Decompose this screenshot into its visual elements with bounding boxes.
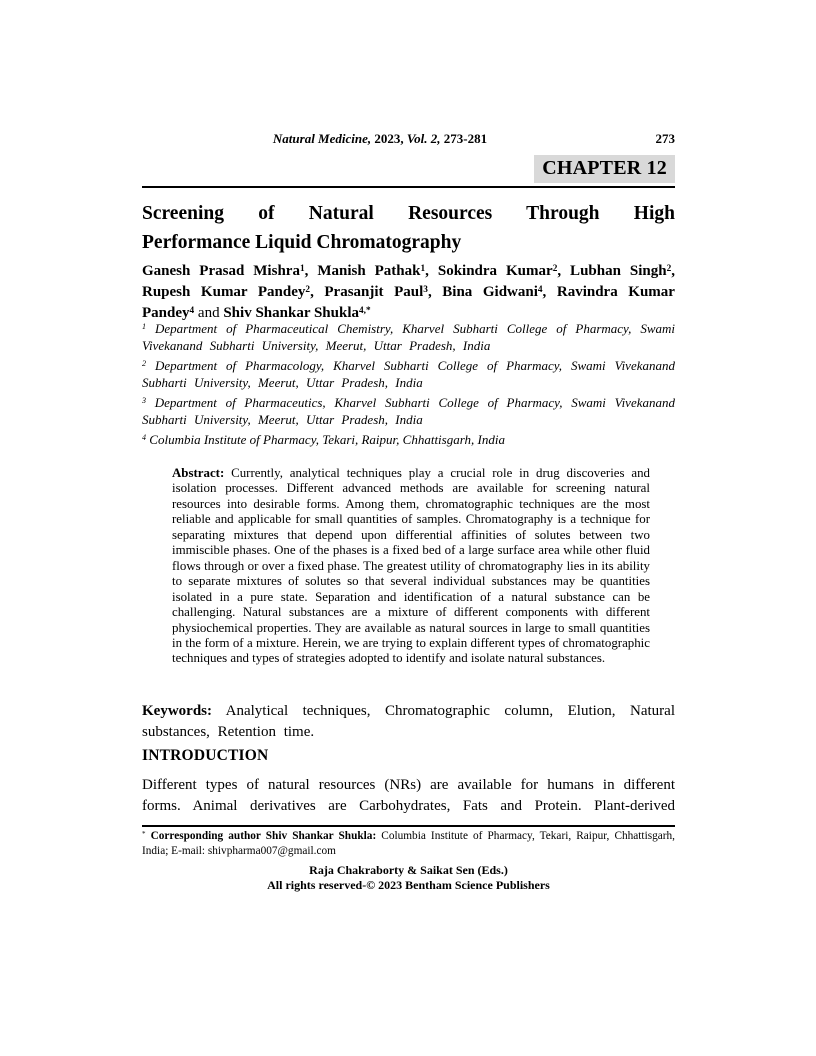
affiliation-line: Vivekanand Subharti University, Meerut, Uttar Pradesh, India	[142, 338, 491, 353]
page-number: 273	[655, 131, 675, 146]
keywords-line2: substances, Retention time.	[142, 724, 315, 740]
chapter-title-line2: Performance Liquid Chromatography	[142, 232, 462, 253]
affiliation-line: Subharti University, Meerut, Uttar Pradesh, India	[142, 375, 423, 390]
publisher-footer	[142, 863, 675, 892]
section-heading-introduction: INTRODUCTION	[142, 747, 269, 764]
chapter-badge: CHAPTER 12	[534, 155, 675, 183]
keywords-line1: Keywords: Analytical techniques, Chromatographic column, Elution, Natural	[142, 703, 675, 719]
editors-line: Raja Chakraborty & Saikat Sen (Eds.)	[309, 863, 508, 877]
chapter-title	[142, 199, 675, 257]
author-line: Ganesh Prasad Mishra$^1$, Manish Pathak$^1$, Sokindra Kumar$^2$, Lubhan Singh$^2$,	[142, 263, 675, 279]
intro-paragraph	[142, 775, 675, 817]
affiliation-2	[142, 357, 675, 391]
corresponding-author-footnote: * Corresponding author Shiv Shankar Shukla: Columbia Institute of Pharmacy, Tekari, Raipur, Chhattisgarh, India; E-mail: shivpharma007@gmail.com	[142, 829, 676, 857]
intro-line1: Different types of natural resources (NRs) are available for humans in different	[142, 777, 675, 793]
journal-citation: Natural Medicine, 2023, Vol. 2, 273-281	[272, 131, 488, 146]
page-header	[142, 131, 675, 147]
author-list	[142, 261, 675, 324]
header-rule	[142, 186, 675, 188]
affiliation-line: $^4$ Columbia Institute of Pharmacy, Tekari, Raipur, Chhattisgarh, India	[142, 432, 505, 447]
chapter-row	[142, 155, 675, 183]
affiliation-line: Subharti University, Meerut, Uttar Pradesh, India	[142, 412, 423, 427]
affiliation-line: $^2$ Department of Pharmacology, Kharvel Subharti College of Pharmacy, Swami Vivekanand	[142, 358, 675, 373]
chapter-title-line1: Screening of Natural Resources Through High	[142, 203, 675, 224]
affiliation-4	[142, 431, 675, 448]
copyright-line: All rights reserved-© 2023 Bentham Science Publishers	[267, 877, 550, 892]
intro-line2: forms. Animal derivatives are Carbohydrates, Fats and Protein. Plant-derived	[142, 798, 675, 814]
affiliation-3	[142, 394, 675, 428]
author-line: Pandey$^4$ and Shiv Shankar Shukla$^{4,*}$	[142, 305, 371, 321]
abstract: Abstract: Currently, analytical techniques play a crucial role in drug discoveries and isolation processes. Different advanced methods are available for screening natural resources into desirable forms. Among them, chromatographic techniques are the most reliable and applicable for small quantities of samples. Chromatography is a technique for separating mixtures that depend upon differential affinities of solutes between two immiscible phases. One of the phases is a fixed bed of a large surface area while other fluid flows through or over a fixed phase. The greatest utility of chromatography lies in its ability to separate mixtures of solutes so that several individual substances may be quantities isolated in a pure state. Separation and identification of a natural substance can be challenging. Natural substances are a mixture of different components with different physiochemical properties. They are available as natural sources in large to small quantities in the form of a mixture. Herein, we are trying to explain different types of chromatographic techniques and types of strategies adopted to identify and isolate natural substances.	[172, 466, 650, 666]
author-line: Rupesh Kumar Pandey$^2$, Prasanjit Paul$^3$, Bina Gidwani$^4$, Ravindra Kumar	[142, 284, 675, 300]
keywords	[142, 701, 675, 743]
affiliation-line: $^3$ Department of Pharmaceutics, Kharvel Subharti College of Pharmacy, Swami Vivekanand	[142, 395, 675, 410]
footnote-rule	[142, 825, 675, 827]
affiliations	[142, 320, 675, 451]
affiliation-1	[142, 320, 675, 354]
affiliation-line: $^1$ Department of Pharmaceutical Chemistry, Kharvel Subharti College of Pharmacy, Swami	[142, 321, 675, 336]
